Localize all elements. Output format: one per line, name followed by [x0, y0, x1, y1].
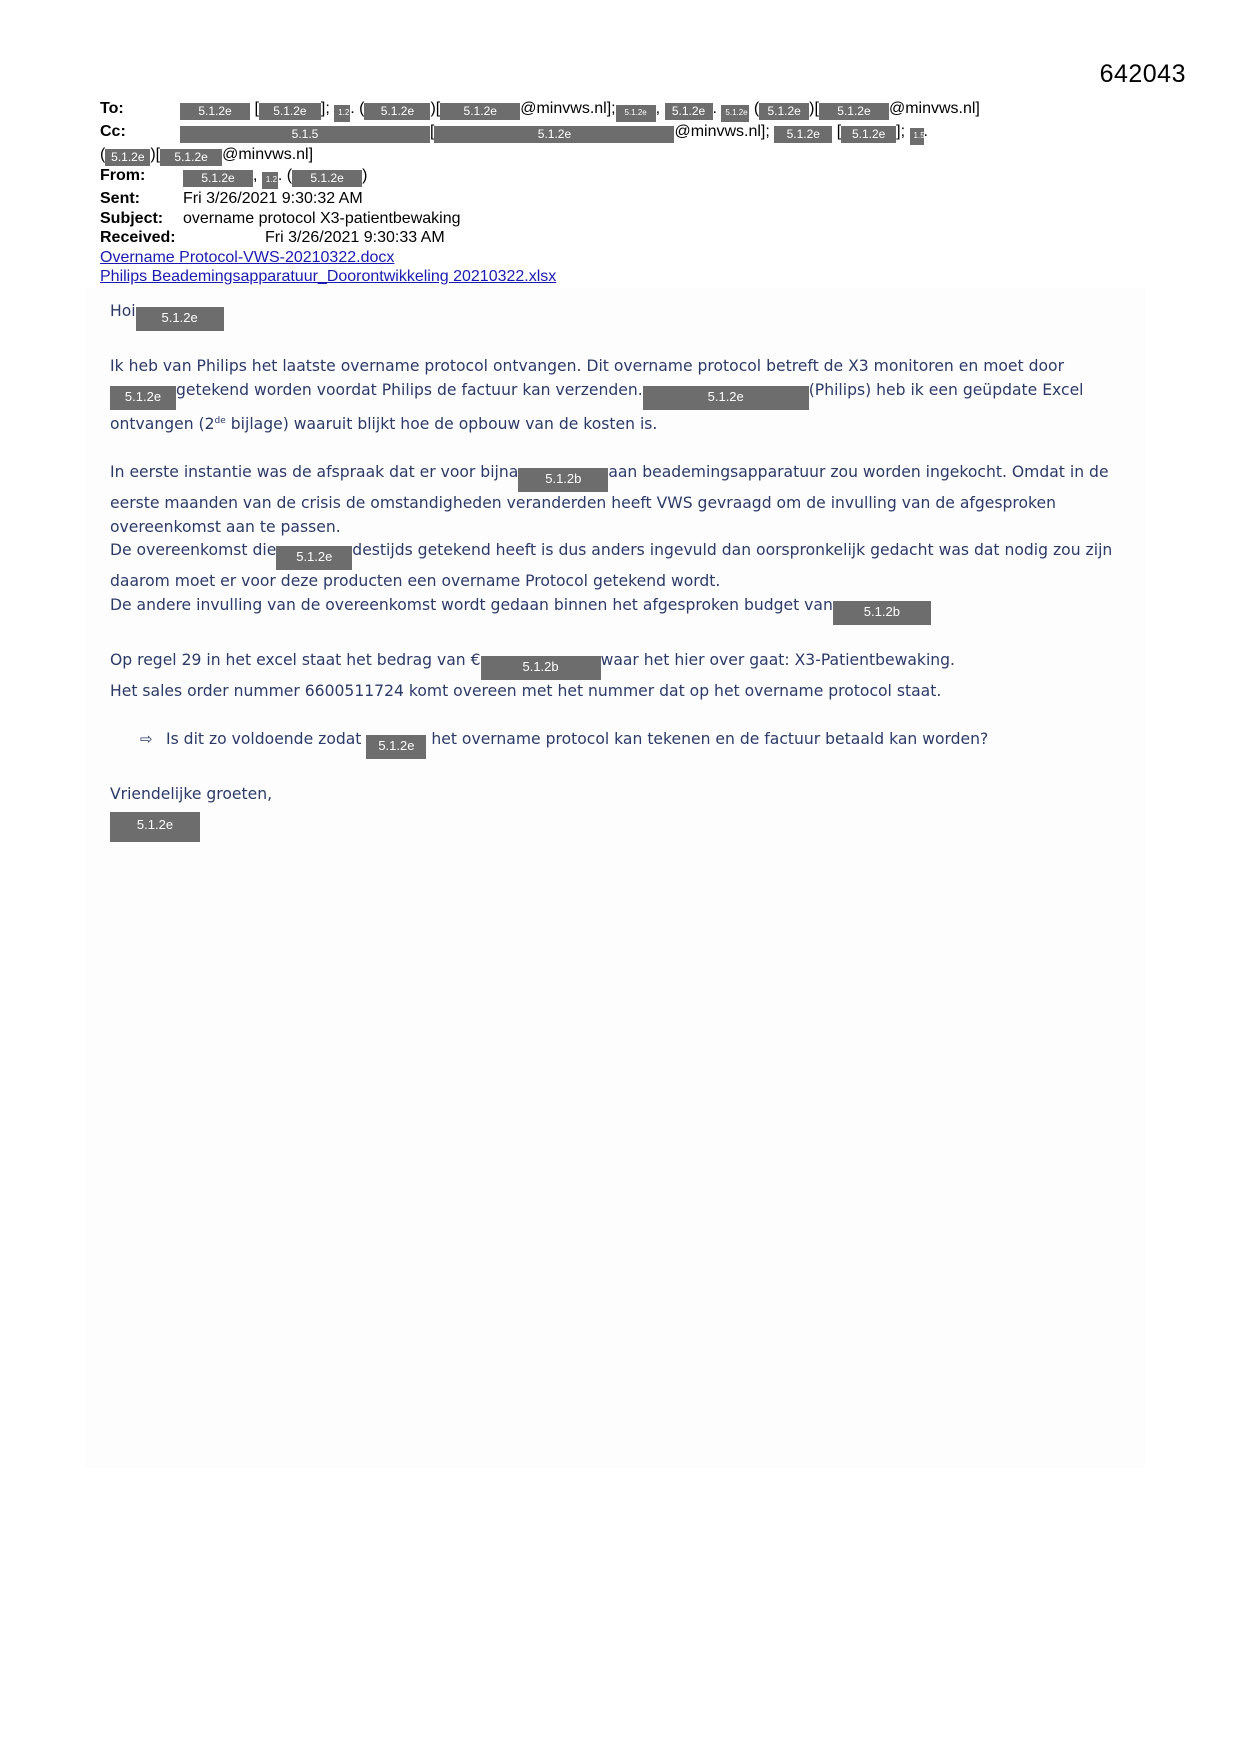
redaction: 5.1.2e	[774, 126, 832, 143]
redaction: 5.1.2e	[136, 307, 224, 331]
redaction: 5.1.2e	[292, 170, 362, 187]
cc-row: Cc: 5.1.5 [ 5.1.2e @minvws.nl]; 5.1.2e [ 5.1.2e ]; 1.5.	[100, 122, 1160, 145]
subject-label: Subject:	[100, 209, 164, 227]
redaction: 5.1.2e	[434, 126, 674, 143]
question-bullet	[110, 728, 1130, 759]
redaction: 5.1.2e	[183, 170, 253, 187]
attachment-link-xlsx[interactable]: Philips Beademingsapparatuur_Doorontwikkeling 20210322.xlsx	[100, 268, 557, 285]
redaction: 5.1.2e	[616, 105, 656, 122]
redaction: 5.1.2e	[665, 103, 713, 120]
redaction: 5.1.2e	[643, 386, 809, 410]
paragraph-2	[110, 461, 1130, 625]
email-header	[100, 99, 1160, 287]
sent-row	[100, 189, 1160, 209]
redaction: 1.2	[334, 105, 350, 122]
redaction: 5.1.2e	[440, 103, 520, 120]
p1-text-a: Ik heb van Philips het laatste overname protocol ontvangen. Dit overname protocol betreft de X3 monitoren en moet door	[110, 357, 1064, 375]
from-row: From: 5.1.2e , 1.2. ( 5.1.2e )	[100, 166, 1160, 189]
p3-text-b: waar het hier over gaat: X3-Patientbewaking.	[600, 651, 956, 670]
redaction: 5.1.2e	[819, 103, 889, 120]
received-row	[100, 228, 1160, 248]
received-value: Fri 3/26/2021 9:30:33 AM	[265, 229, 445, 246]
redaction: 1.5	[910, 128, 924, 145]
redaction: 5.1.2e	[721, 105, 749, 122]
email-body	[110, 300, 1130, 842]
p2-text-e: De andere invulling van de overeenkomst wordt gedaan binnen het afgesproken budget van	[110, 596, 833, 615]
cc-row-continued: ( 5.1.2e )[ 5.1.2e @minvws.nl]	[100, 146, 314, 164]
email-domain: @minvws.nl]	[222, 146, 314, 163]
bullet-text-b: het overname protocol kan tekenen en de factuur betaald kan worden?	[431, 729, 989, 748]
p3-text-c: Het sales order nummer 6600511724 komt overeen met het nummer dat op het overname protocol staat.	[110, 682, 942, 701]
redaction: 5.1.2e	[110, 812, 200, 842]
greeting-text: Hoi	[110, 302, 136, 320]
arrow-icon: ⇨	[140, 729, 153, 748]
to-row: To: 5.1.2e [ 5.1.2e ]; 1.2. ( 5.1.2e )[ 5.1.2e @minvws.nl]; 5.1.2e , 5.1.2e . 5.1.2e ( 5.1.2e )[ 5.1.2e @minvws.nl]	[100, 99, 1160, 122]
redaction: 5.1.2e	[759, 103, 809, 120]
closing	[110, 783, 1130, 842]
redaction: 5.1.2b	[833, 601, 931, 625]
subject-row	[100, 209, 1160, 229]
greeting	[110, 300, 1130, 331]
p1-superscript: de	[214, 415, 226, 426]
sent-value: Fri 3/26/2021 9:30:32 AM	[183, 190, 363, 207]
redaction: 5.1.2e	[364, 103, 430, 120]
redaction: 5.1.2b	[518, 468, 608, 492]
redaction: 5.1.2e	[105, 149, 150, 166]
from-label: From:	[100, 167, 146, 184]
redaction: 5.1.2e	[180, 103, 250, 120]
paragraph-3	[110, 649, 1130, 704]
p1-text-c: (Philips) heb ik een geüpdate Excel ontvangen (2	[110, 380, 1084, 433]
email-domain: @minvws.nl];	[520, 100, 616, 117]
redaction: 5.1.2e	[276, 546, 352, 570]
p2-text-a: In eerste instantie was de afspraak dat er voor bijna	[110, 462, 519, 481]
redaction: 5.1.2e	[841, 126, 896, 143]
redaction: 5.1.2e	[259, 103, 321, 120]
closing-text: Vriendelijke groeten,	[110, 784, 273, 803]
email-domain: @minvws.nl];	[674, 123, 770, 140]
redaction: 5.1.2e	[110, 386, 176, 410]
email-domain: @minvws.nl]	[888, 100, 980, 117]
p2-text-d: destijds getekend heeft is dus anders ingevuld dan oorspronkelijk gedacht was dat nodig zou zijn daarom moet er voor deze producten een overname Protocol getekend wordt.	[110, 541, 1113, 591]
received-label: Received:	[100, 229, 176, 246]
bullet-text-a: Is dit zo voldoende zodat	[166, 729, 362, 748]
to-label: To:	[100, 100, 124, 117]
attachment-link-docx[interactable]: Overname Protocol-VWS-20210322.docx	[100, 248, 395, 266]
paragraph-1	[110, 355, 1130, 437]
subject-value: overname protocol X3-patientbewaking	[183, 209, 461, 227]
sent-label: Sent:	[100, 190, 140, 207]
redaction: 1.2	[262, 172, 278, 189]
p3-text-a: Op regel 29 in het excel staat het bedrag van €	[110, 651, 481, 670]
document-number: 642043	[1099, 60, 1186, 88]
p2-text-b: aan beademingsapparatuur zou worden ingekocht. Omdat in de eerste maanden van de crisis de omstandigheden veranderden heeft VWS gevraagd om de invulling van de afgesproken overeenkomst aan te passen.	[110, 462, 1109, 536]
p1-text-d: bijlage) waaruit blijkt hoe de opbouw van de kosten is.	[230, 414, 658, 433]
redaction: 5.1.2e	[160, 149, 222, 166]
redaction: 5.1.2e	[366, 735, 426, 759]
p1-text-b: getekend worden voordat Philips de factuur kan verzenden.	[176, 380, 643, 399]
p2-text-c: De overeenkomst die	[110, 541, 277, 560]
cc-label: Cc:	[100, 123, 126, 140]
redaction: 5.1.5	[180, 126, 430, 143]
redaction: 5.1.2b	[481, 656, 601, 680]
